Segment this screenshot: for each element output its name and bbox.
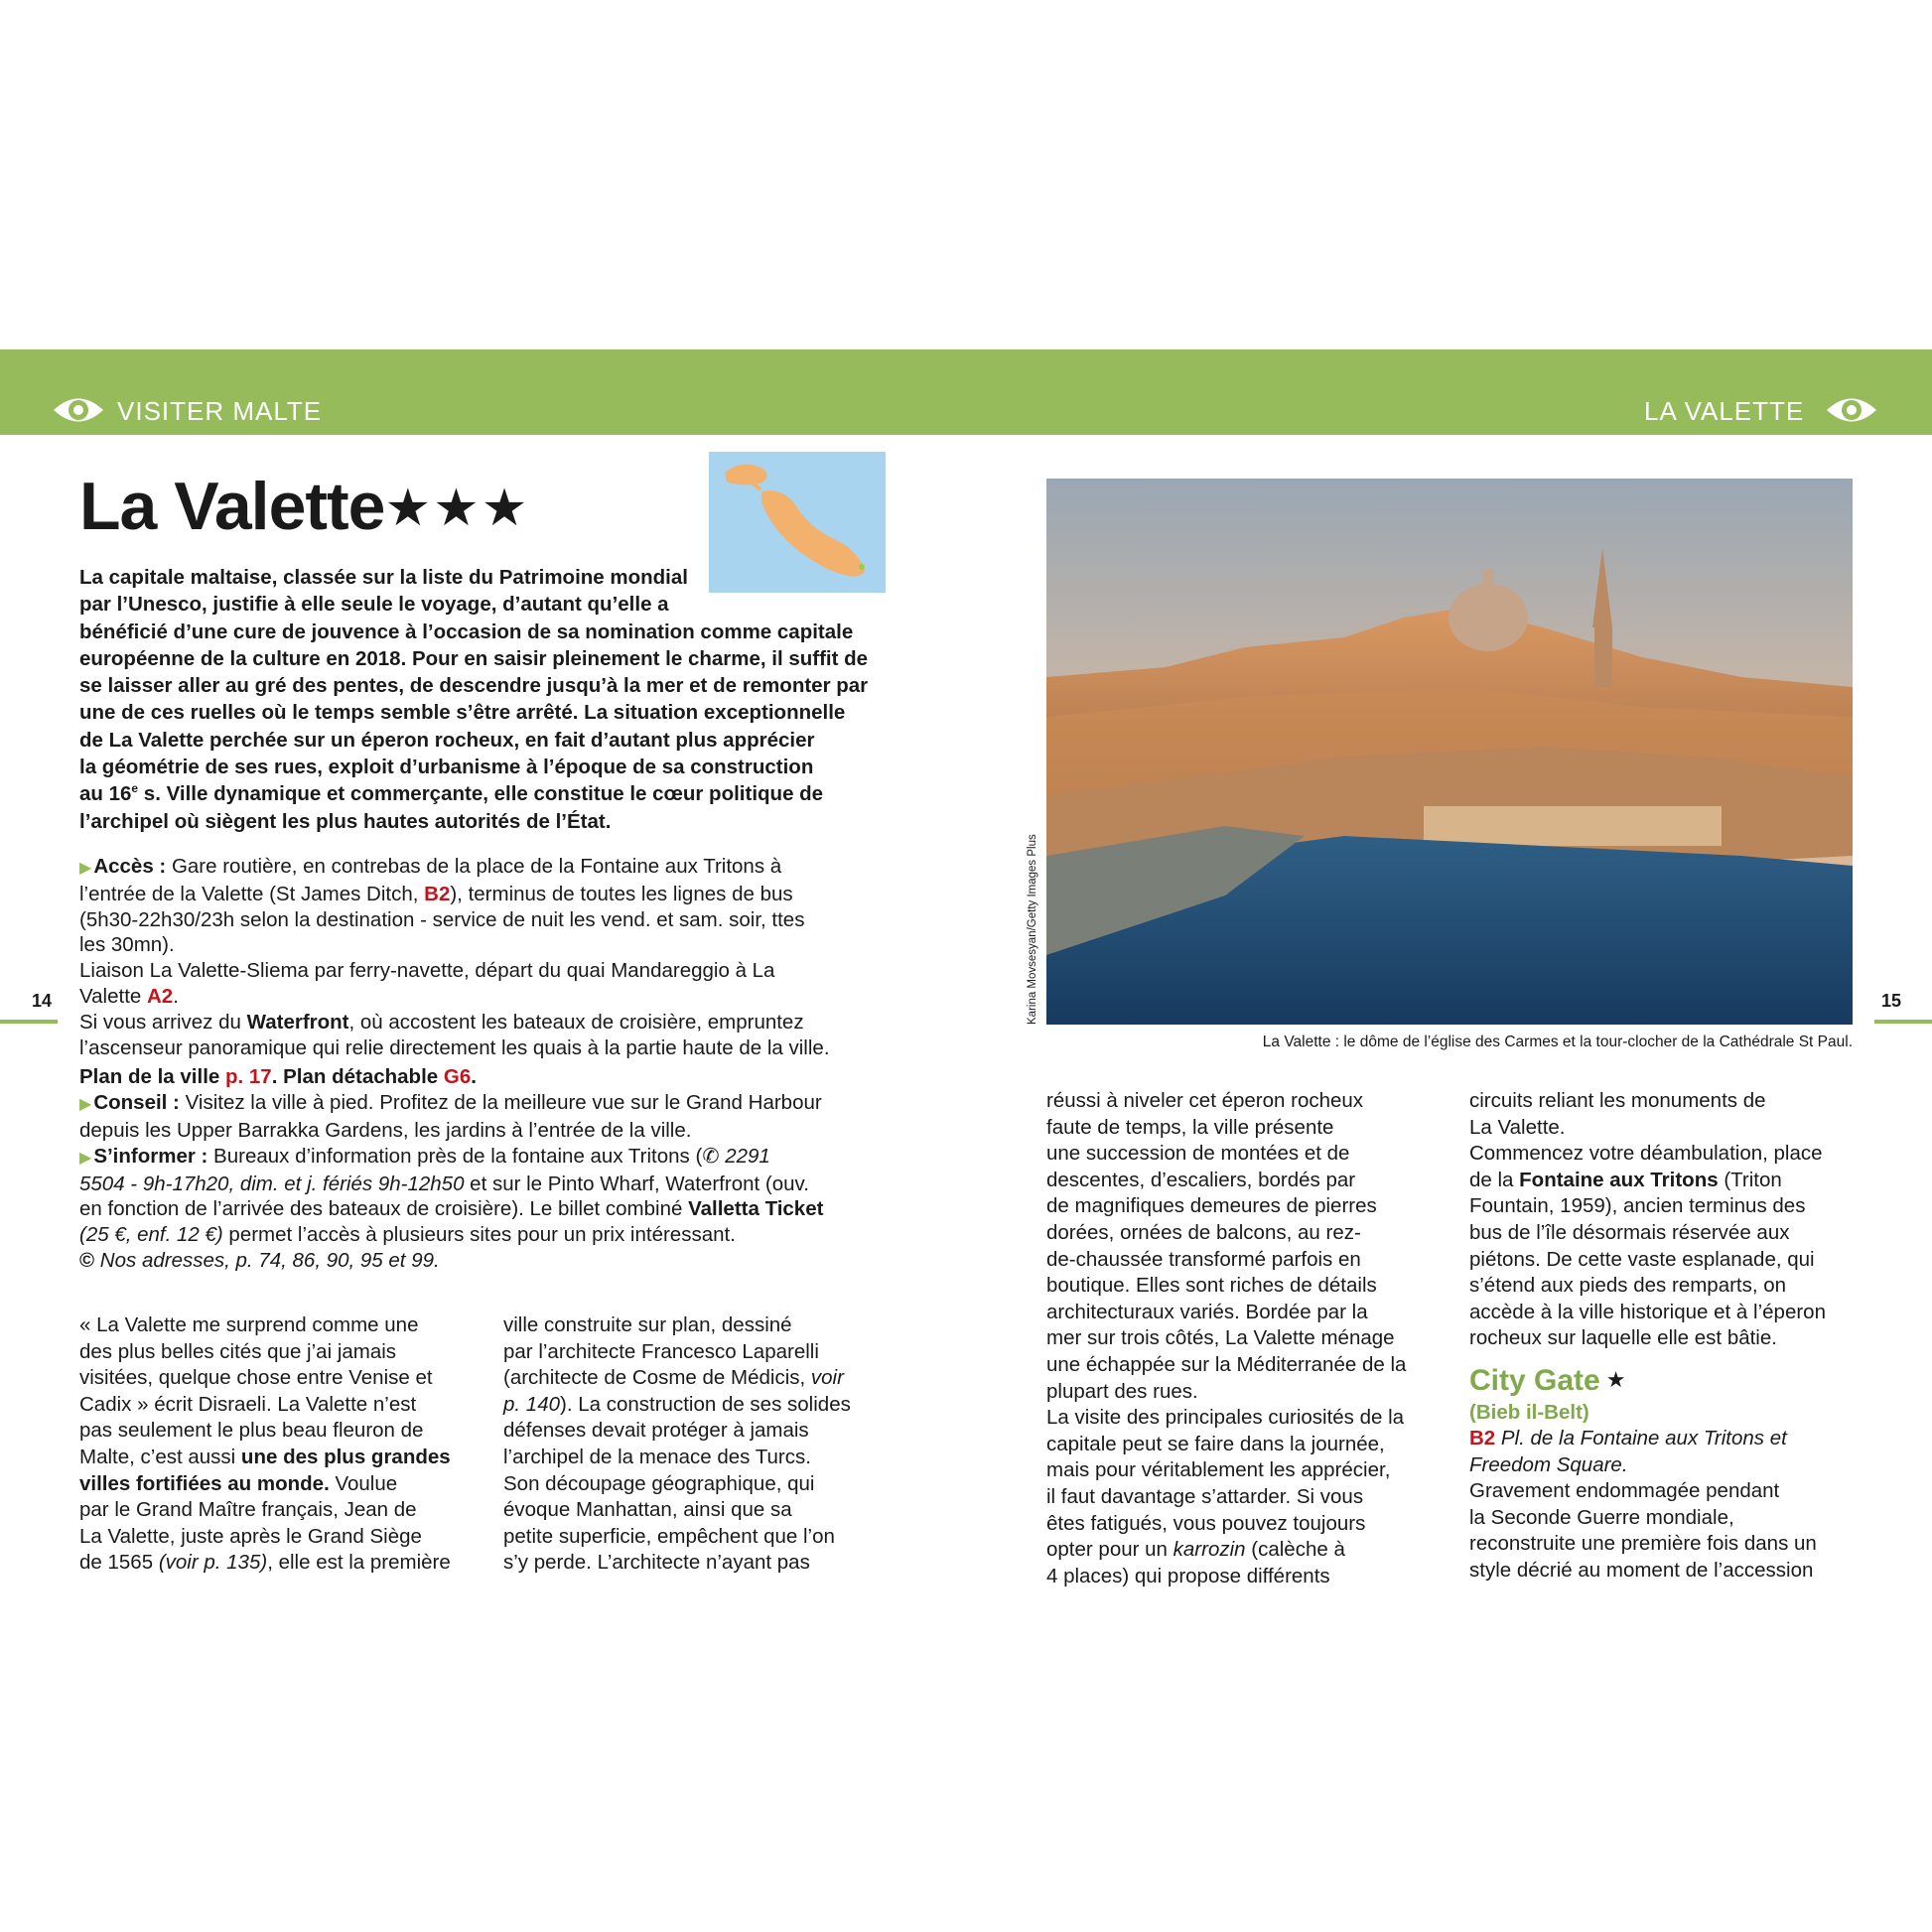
city-gate-address: B2 Pl. de la Fontaine aux Tritons et: [1469, 1427, 1787, 1449]
intro-line: européenne de la culture en 2018. Pour en saisir pleinement le charme, il suffit de: [79, 646, 869, 670]
text-line: de magnifiques demeures de pierres: [1046, 1194, 1377, 1218]
text-line: architecturaux variés. Bordée par la: [1046, 1300, 1368, 1323]
intro-line: une de ces ruelles où le temps semble s’être arrêté. La situation exceptionnelle: [79, 701, 846, 725]
text-line: êtes fatigués, vous pouvez toujours: [1046, 1511, 1366, 1535]
text-line: une échappée sur la Méditerranée de la: [1046, 1352, 1407, 1376]
city-gate-body: [1469, 1426, 1857, 1585]
ferry-line: Valette A2.: [79, 984, 179, 1008]
conseil-line: depuis les Upper Barrakka Gardens, les jardins à l’entrée de la ville.: [79, 1118, 692, 1142]
intro-line: se laisser aller au gré des pentes, de descendre jusqu’à la mer et de remonter par: [79, 674, 869, 698]
text-line: petite superficie, empêchent que l’on: [503, 1524, 835, 1548]
text-line: plupart des rues.: [1046, 1379, 1198, 1403]
intro-line: au 16e s. Ville dynamique et commerçante, elle constitue le cœur politique de: [79, 781, 824, 806]
intro-line: de La Valette perchée sur un éperon rocheux, en fait d’autant plus apprécier: [79, 728, 815, 752]
text-line: ville construite sur plan, dessiné: [503, 1313, 792, 1336]
text-line: (architecte de Cosme de Médicis, voir: [503, 1366, 844, 1390]
text-line: La Valette, juste après le Grand Siège: [79, 1524, 422, 1548]
text-line: une succession de montées et de: [1046, 1142, 1350, 1166]
text-line: s’étend aux pieds des remparts, on: [1469, 1274, 1787, 1298]
page-marker-right: [1874, 1020, 1932, 1024]
text-line: opter pour un karrozin (calèche à: [1046, 1538, 1345, 1562]
page-marker-left: [0, 1020, 58, 1024]
text-line: il faut davantage s’attarder. Si vous: [1046, 1484, 1364, 1508]
text-line: accède à la ville historique et à l’éperon: [1469, 1300, 1826, 1323]
text-line: Commencez votre déambulation, place: [1469, 1142, 1823, 1166]
text-line: bus de l’île désormais réservée aux: [1469, 1220, 1790, 1244]
text-line: défenses devait protéger à jamais: [503, 1419, 809, 1443]
phone-icon: ✆: [702, 1144, 726, 1168]
text-line: La Valette.: [1469, 1115, 1566, 1139]
text-line: mer sur trois côtés, La Valette ménage: [1046, 1326, 1395, 1350]
intro-line: bénéficié d’une cure de jouvence à l’occasion de sa nomination comme capitale: [79, 620, 854, 643]
photo-credit: Karina Movsesyan/Getty Images Plus: [1027, 834, 1038, 1025]
page-title: [79, 467, 529, 548]
text-line: Fountain, 1959), ancien terminus des: [1469, 1194, 1806, 1218]
page-number-left: 14: [32, 991, 53, 1011]
title-text: La Valette: [79, 469, 385, 544]
map-ref: B2: [1469, 1427, 1496, 1449]
text-line: capitale peut se faire dans la journée,: [1046, 1432, 1385, 1455]
intro-line: la géométrie de ses rues, exploit d’urbanisme à l’époque de sa construction: [79, 756, 814, 779]
text-line: descentes, d’escaliers, bordés par: [1046, 1168, 1356, 1191]
pin-icon: ©: [79, 1248, 95, 1272]
page-ref: p. 17: [224, 1065, 272, 1089]
text-line: des plus belles cités que j’ai jamais: [79, 1339, 397, 1363]
text-line: style décrié au moment de l’accession: [1469, 1558, 1814, 1582]
text-line: faute de temps, la ville présente: [1046, 1115, 1334, 1139]
intro-paragraph: [79, 564, 894, 835]
bullet-triangle-icon: ▶: [79, 860, 92, 877]
practical-info: [79, 854, 894, 1274]
body-column-3: [1046, 1088, 1434, 1589]
intro-line: l’archipel où siègent les plus hautes autorités de l’État.: [79, 809, 612, 833]
city-gate-heading: City Gate ★: [1469, 1364, 1626, 1397]
text-line: p. 140). La construction de ses solides: [503, 1392, 851, 1416]
text-line: piétons. De cette vaste esplanade, qui: [1469, 1247, 1815, 1271]
body-column-2: [503, 1312, 891, 1577]
text-line: l’archipel de la menace des Turcs.: [503, 1445, 811, 1468]
text-line: de 1565 (voir p. 135), elle est la première: [79, 1551, 451, 1575]
map-ref: G6: [443, 1065, 472, 1089]
text-line: visitées, quelque chose entre Venise et: [79, 1366, 433, 1390]
text-line: villes fortifiées au monde. Voulue: [79, 1471, 398, 1495]
informer-line: ▶S’informer : Bureaux d’information près de la fontaine aux Tritons (✆ 2291: [79, 1144, 770, 1168]
page-number-right: 15: [1881, 991, 1902, 1011]
bullet-triangle-icon: ▶: [79, 1149, 92, 1167]
text-line: circuits reliant les monuments de: [1469, 1089, 1766, 1112]
text-line: boutique. Elles sont riches de détails: [1046, 1274, 1377, 1298]
city-gate-subtitle: (Bieb il-Belt): [1469, 1401, 1589, 1424]
text-line: « La Valette me surprend comme une: [79, 1313, 419, 1336]
acces-line: ▶Accès : Gare routière, en contrebas de la place de la Fontaine aux Tritons à: [79, 855, 782, 878]
intro-line: La capitale maltaise, classée sur la liste du Patrimoine mondial: [79, 566, 688, 589]
body-column-1: [79, 1312, 467, 1577]
valletta-photo: [1046, 479, 1853, 1025]
text-line: Gravement endommagée pendant: [1469, 1479, 1780, 1503]
informer-line: (25 €, enf. 12 €) permet l’accès à plusieurs sites pour un prix intéressant.: [79, 1223, 736, 1247]
text-line: de la Fontaine aux Tritons (Triton: [1469, 1168, 1782, 1191]
photo-caption: La Valette : le dôme de l’église des Carmes et la tour-clocher de la Cathédrale St Paul.: [1262, 1034, 1853, 1050]
section-label-left: VISITER MALTE: [117, 396, 323, 426]
text-line: par le Grand Maître français, Jean de: [79, 1498, 417, 1522]
ferry-line: Liaison La Valette-Sliema par ferry-navette, départ du quai Mandareggio à La: [79, 959, 775, 983]
informer-line: en fonction de l’arrivée des bateaux de croisière). Le billet combiné Valletta Ticket: [79, 1197, 824, 1221]
text-line: réussi à niveler cet éperon rocheux: [1046, 1089, 1364, 1112]
map-ref: A2: [147, 984, 174, 1008]
eye-icon: [1825, 393, 1878, 427]
text-line: la Seconde Guerre mondiale,: [1469, 1505, 1734, 1529]
waterfront-line: l’ascenseur panoramique qui relie directement les quais à la partie haute de la ville.: [79, 1035, 830, 1059]
map-ref: B2: [424, 882, 451, 905]
acces-line: l’entrée de la Valette (St James Ditch, B2), terminus de toutes les lignes de bus: [79, 882, 793, 905]
text-line: évoque Manhattan, ainsi que sa: [503, 1498, 792, 1522]
text-line: dorées, ornées de balcons, au rez-: [1046, 1220, 1361, 1244]
section-label-right: LA VALETTE: [1644, 396, 1805, 426]
conseil-line: ▶Conseil : Visitez la ville à pied. Profitez de la meilleure vue sur le Grand Harbour: [79, 1091, 822, 1115]
adresses-line: © Nos adresses, p. 74, 86, 90, 95 et 99.: [79, 1248, 440, 1272]
body-column-4: [1469, 1088, 1857, 1352]
text-line: s’y perde. L’architecte n’ayant pas: [503, 1551, 810, 1575]
plan-line: Plan de la ville p. 17. Plan détachable G6.: [79, 1065, 477, 1089]
rating-stars: ★★★: [384, 480, 530, 537]
text-line: de-chaussée transformé parfois en: [1046, 1247, 1361, 1271]
bullet-triangle-icon: ▶: [79, 1096, 92, 1114]
text-line: mais pour véritablement les apprécier,: [1046, 1458, 1391, 1482]
acces-line: (5h30-22h30/23h selon la destination - service de nuit les vend. et sam. soir, ttes: [79, 907, 805, 931]
intro-line: par l’Unesco, justifie à elle seule le voyage, d’autant qu’elle a: [79, 593, 669, 617]
waterfront-line: Si vous arrivez du Waterfront, où accostent les bateaux de croisière, empruntez: [79, 1010, 804, 1034]
text-line: 4 places) qui propose différents: [1046, 1564, 1330, 1587]
text-line: par l’architecte Francesco Laparelli: [503, 1339, 819, 1363]
text-line: reconstruite une première fois dans un: [1469, 1532, 1817, 1556]
acces-line: les 30mn).: [79, 933, 175, 957]
rating-star: ★: [1605, 1367, 1626, 1392]
text-line: pas seulement le plus beau fleuron de: [79, 1419, 424, 1443]
text-line: La visite des principales curiosités de la: [1046, 1406, 1405, 1430]
text-line: Malte, c’est aussi une des plus grandes: [79, 1445, 451, 1468]
text-line: Son découpage géographique, qui: [503, 1471, 815, 1495]
informer-line: 5504 - 9h-17h20, dim. et j. fériés 9h-12h50 et sur le Pinto Wharf, Waterfront (ouv.: [79, 1172, 809, 1195]
eye-icon: [52, 393, 105, 427]
text-line: Cadix » écrit Disraeli. La Valette n’est: [79, 1392, 417, 1416]
text-line: rocheux sur laquelle elle est bâtie.: [1469, 1326, 1777, 1350]
city-gate-address: Freedom Square.: [1469, 1452, 1628, 1476]
